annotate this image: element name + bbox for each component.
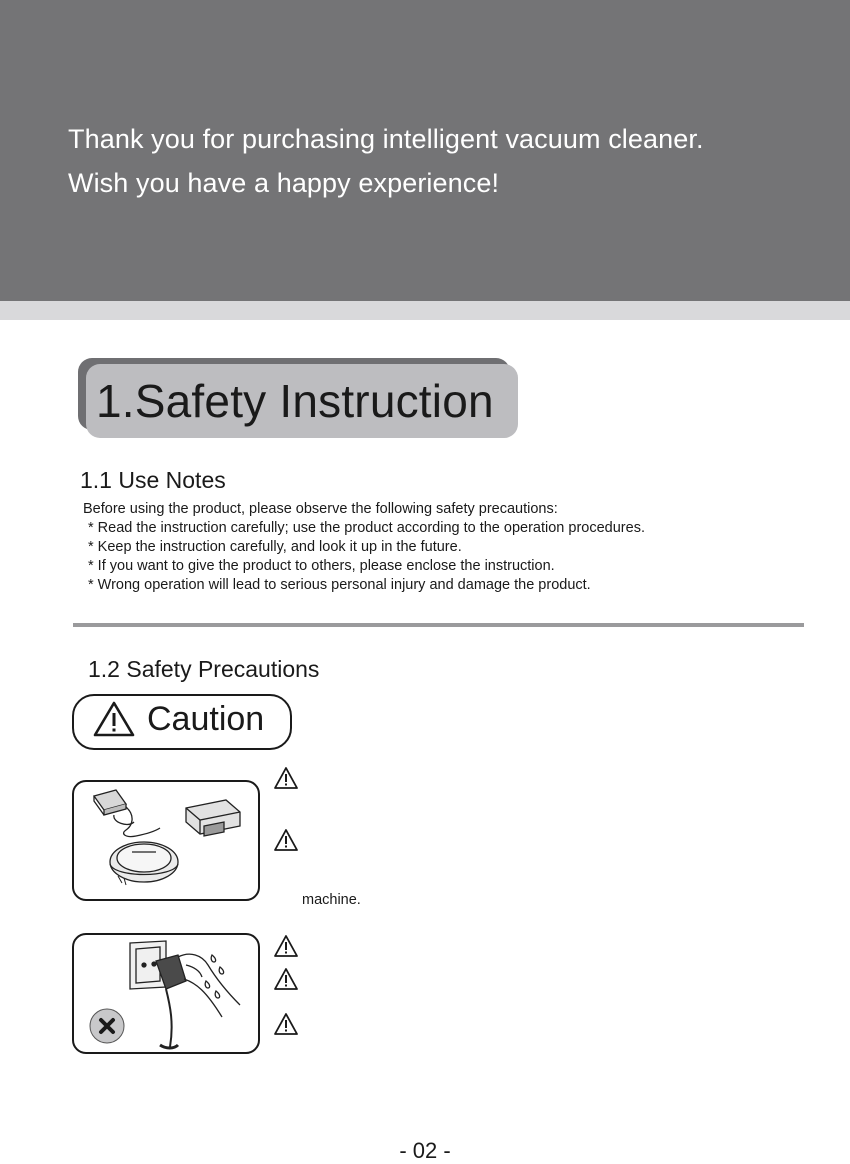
wet-hands-plug-illustration [72,933,260,1054]
prohibited-x-icon [88,1007,126,1045]
use-notes-intro: Before using the product, please observe the following safety precautions: [83,501,558,517]
machine-text: machine. [302,892,361,908]
caution-label: Caution [147,700,265,738]
section-divider [73,623,804,627]
thank-you-line: Thank you for purchasing intelligent vacuum cleaner. [68,124,704,154]
page-number: - 02 - [399,1138,451,1163]
use-note-item: * If you want to give the product to others, please enclose the instruction. [88,558,555,574]
warning-icon [92,700,136,738]
warning-icon [273,934,299,958]
header-divider-band [0,301,850,320]
section-title: 1.Safety Instruction [96,375,494,427]
vacuum-charger-illustration [72,780,260,901]
wish-line: Wish you have a happy experience! [68,168,500,198]
warning-icon [273,967,299,991]
use-notes-heading: 1.1 Use Notes [80,467,226,493]
warning-icon [273,1012,299,1036]
warning-icon [273,828,299,852]
warning-icon [273,766,299,790]
vacuum-robot-icon [74,782,258,899]
use-note-item: * Read the instruction carefully; use the product according to the operation procedures. [88,520,645,536]
use-note-item: * Keep the instruction carefully, and look it up in the future. [88,539,462,555]
safety-precautions-heading: 1.2 Safety Precautions [88,656,320,682]
use-note-item: * Wrong operation will lead to serious personal injury and damage the product. [88,577,591,593]
